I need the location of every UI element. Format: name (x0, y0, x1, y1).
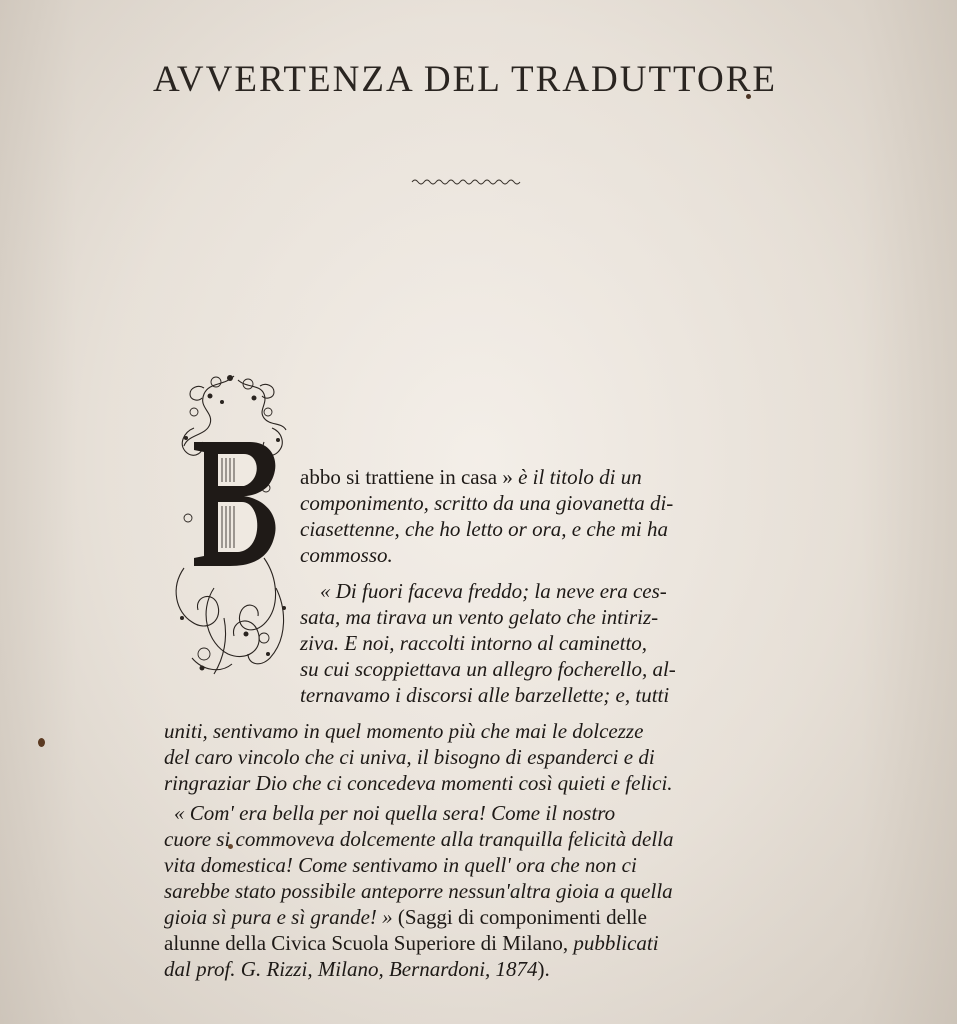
ink-speck (38, 738, 45, 747)
text-line: vita domestica! Come sentivamo in quell' ora che non ci (164, 853, 637, 877)
decorated-initial-b-icon (164, 368, 296, 698)
text-line (164, 956, 550, 983)
text-line: sata, ma tirava un vento gelato che intiriz- (300, 605, 659, 629)
text-line: ziva. E noi, raccolti intorno al caminetto, (300, 631, 648, 655)
text-line: ternavamo i discorsi alle barzellette; e, tutti (300, 683, 670, 707)
text-line: su cui scoppiettava un allegro focherello, al- (300, 657, 676, 681)
text-italic: pubblicati (568, 931, 659, 955)
text-line: « Com' era bella per noi quella sera! Come il nostro (174, 801, 616, 825)
text-line: sarebbe stato possibile anteporre nessun'altra gioia a quella (164, 879, 673, 903)
text-roman: ). (537, 957, 550, 981)
text-line: ciasettenne, che ho letto or ora, e che mi ha (300, 517, 668, 541)
text-line: uniti, sentivamo in quel momento più che mai le dolcezze (164, 719, 644, 743)
text-italic: dal prof. G. Rizzi, Milano, Bernardoni, 1874 (164, 957, 538, 981)
text-line (164, 904, 647, 931)
text-roman: abbo si trattiene in casa » (300, 465, 513, 489)
text-line: commosso. (300, 543, 393, 567)
page-title: AVVERTENZA DEL TRADUTTORE (152, 59, 777, 100)
text-italic: è il titolo di un (512, 465, 642, 489)
text-roman: alunne della Civica Scuola Superiore di Milano, (164, 931, 569, 955)
text-line: cuore si commoveva dolcemente alla tranquilla felicità della (164, 827, 674, 851)
tilde-rule-ornament (410, 176, 522, 188)
text-italic: gioia sì pura e sì grande! » (164, 905, 393, 929)
text-line: « Di fuori faceva freddo; la neve era ces- (320, 579, 667, 603)
text-line: ringraziar Dio che ci concedeva momenti così quieti e felici. (164, 771, 673, 795)
text-line (300, 464, 642, 491)
text-line: del caro vincolo che ci univa, il bisogno di espanderci e di (164, 745, 655, 769)
text-line (164, 930, 659, 957)
text-roman: (Saggi di componimenti delle (392, 905, 647, 929)
text-line: componimento, scritto da una giovanetta di- (300, 491, 674, 515)
